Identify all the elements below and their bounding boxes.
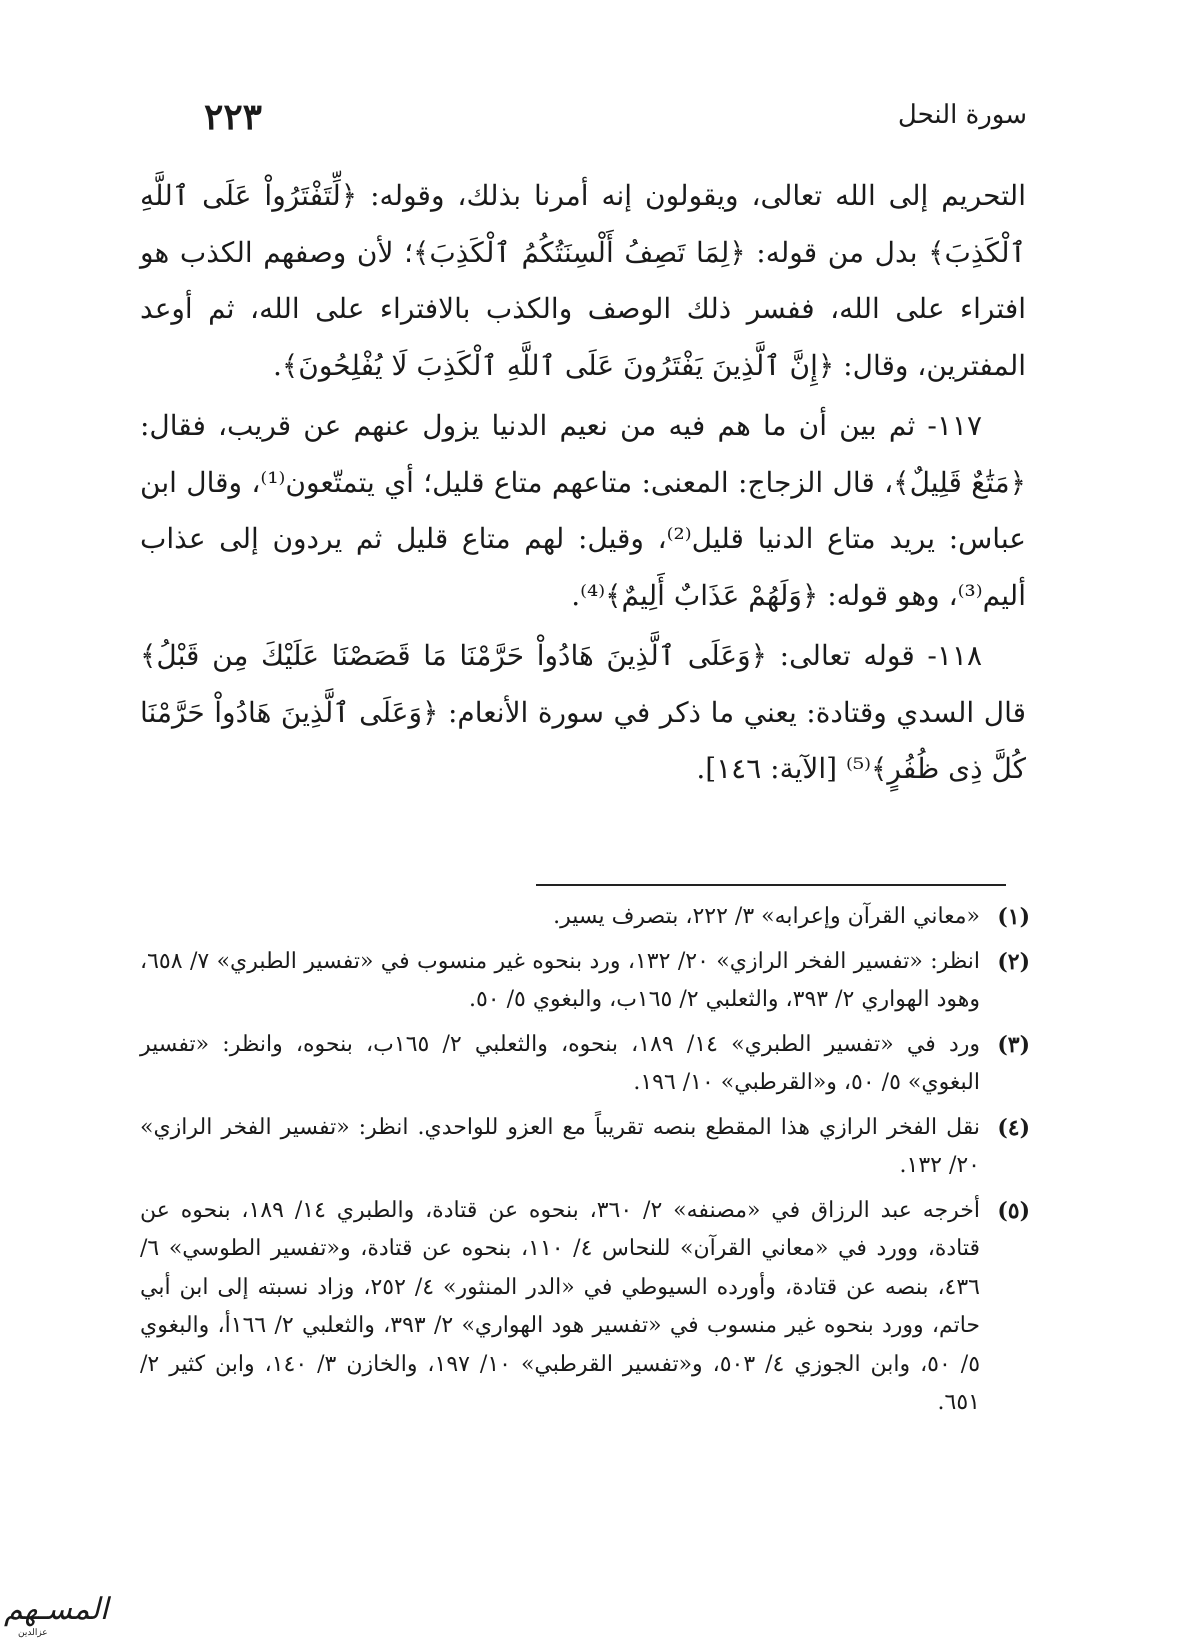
footnote-text: انظر: «تفسير الفخر الرازي» ٢٠/ ١٣٢، ورد بنحوه غير منسوب في «تفسير الطبري» ٧/ ٦٥٨، وهود الهواري ٢/ ٣٩٣، والثعلبي ٢/ ١٦٥ب، والبغوي ٥/ ٥٠. (140, 948, 981, 1012)
paragraph-intro: التحريم إلى الله تعالى، ويقولون إنه أمرنا بذلك، وقوله: ﴿لِّتَفْتَرُواْ عَلَى ٱللَّهِ ٱلْكَذِبَ﴾ بدل من قوله: ﴿لِمَا تَصِفُ أَلْسِنَتُكُمُ ٱلْكَذِبَ﴾؛ لأن وصفهم الكذب هو افتراء على الله، ففسر ذلك الوصف والكذب بالافتراء على الله، ثم أوعد المفترين، وقال: ﴿إِنَّ ٱلَّذِينَ يَفْتَرُونَ عَلَى ٱللَّهِ ٱلْكَذِبَ لَا يُفْلِحُونَ﴾. (140, 179, 1026, 382)
surah-title: سورة النحل (897, 100, 1027, 130)
footnote-text: «معاني القرآن وإعرابه» ٣/ ٢٢٢، بتصرف يسير. (553, 904, 980, 929)
footnote-1 (140, 898, 1030, 937)
footnote-number: (٥) (997, 1197, 1030, 1224)
footnote-number: (٢) (997, 948, 1030, 975)
paragraph-verse-118: ١١٨- قوله تعالى: ﴿وَعَلَى ٱلَّذِينَ هَادُواْ حَرَّمْنَا مَا قَصَصْنَا عَلَيْكَ مِن قَبْلُ﴾ قال السدي وقتادة: يعني ما ذكر في سورة الأنعام: ﴿وَعَلَى ٱلَّذِينَ هَادُواْ حَرَّمْنَا كُلَّ ذِى ظُفُرٍ﴾⁽⁵⁾ [الآية: ١٤٦]. (140, 639, 1026, 785)
footnote-5 (140, 1192, 1030, 1423)
footnote-text: ورد في «تفسير الطبري» ١٤/ ١٨٩، بنحوه، والثعلبي ٢/ ١٦٥ب، بنحوه، وانظر: «تفسير البغوي» ٥/ ٥٠، و«القرطبي» ١٠/ ١٩٦. (140, 1031, 980, 1095)
footnote-2 (140, 943, 1030, 1020)
footnotes (140, 898, 1030, 1429)
footnote-4 (140, 1109, 1030, 1186)
stamp-sub-text: عزالدين (18, 1628, 48, 1638)
footnote-number: (٤) (997, 1114, 1030, 1141)
watermark-stamp (4, 1586, 109, 1644)
page-number: ٢٢٣ (204, 96, 263, 138)
footnote-number: (٣) (997, 1031, 1030, 1058)
footnote-3 (140, 1026, 1030, 1103)
page-header (150, 92, 1027, 142)
footnote-number: (١) (997, 904, 1030, 930)
paragraph-verse-117: ١١٧- ثم بين أن ما هم فيه من نعيم الدنيا يزول عنهم عن قريب، فقال: ﴿مَتَٰعٌ قَلِيلٌ﴾، قال الزجاج: المعنى: متاعهم متاع قليل؛ أي يتمتّعون⁽¹⁾، وقال ابن عباس: يريد متاع الدنيا قليل⁽²⁾، وقيل: لهم متاع قليل ثم يردون إلى عذاب أليم⁽³⁾، وهو قوله: ﴿وَلَهُمْ عَذَابٌ أَلِيمٌ﴾⁽⁴⁾. (140, 409, 1027, 612)
main-text (140, 168, 1026, 802)
footnote-divider (536, 884, 1006, 886)
stamp-logo-text: المسـهم (4, 1592, 109, 1627)
footnote-text: نقل الفخر الرازي هذا المقطع بنصه تقريباً مع العزو للواحدي. انظر: «تفسير الفخر الرازي» ٢٠/ ١٣٢. (140, 1114, 980, 1178)
footnote-text: أخرجه عبد الرزاق في «مصنفه» ٢/ ٣٦٠، بنحوه عن قتادة، والطبري ١٤/ ١٨٩، بنحوه عن قتادة، وورد في «معاني القرآن» للنحاس ٤/ ١١٠، بنحوه عن قتادة، و«تفسير الطوسي» ٦/ ٤٣٦، بنصه عن قتادة، وأورده السيوطي في «الدر المنثور» ٤/ ٢٥٢، وزاد نسبته إلى ابن أبي حاتم، وورد بنحوه غير منسوب في «تفسير هود الهواري» ٢/ ٣٩٣، والثعلبي ٢/ ١٦٦أ، والبغوي ٥/ ٥٠، وابن الجوزي ٤/ ٥٠٣، و«تفسير القرطبي» ١٠/ ١٩٧، والخازن ٣/ ١٤٠، وابن كثير ٢/ ٦٥١. (140, 1197, 981, 1415)
